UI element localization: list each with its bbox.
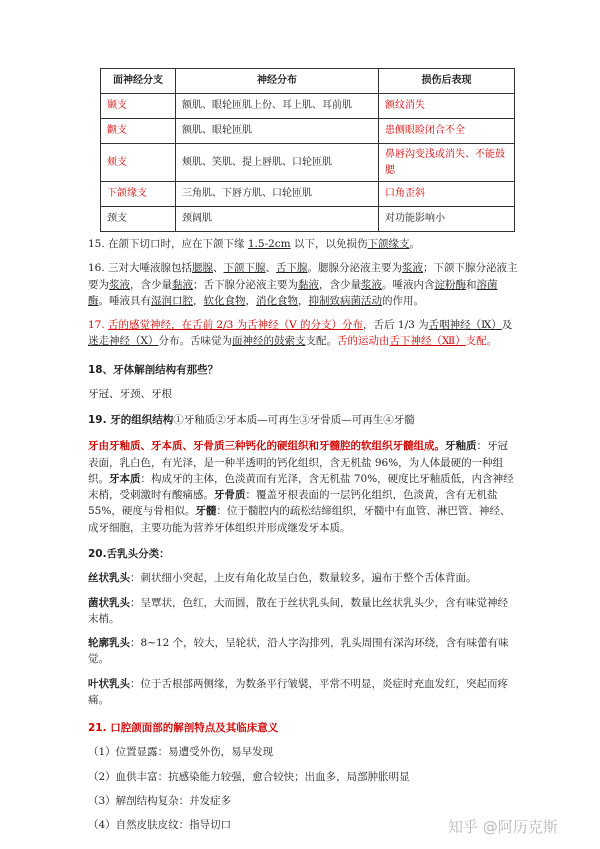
list-item: （4）自然皮肤皮纹：指导切口: [88, 819, 232, 832]
table-header-row: [101, 69, 515, 94]
q17-t3: 分布。舌味觉为: [158, 335, 232, 348]
q17-paragraph: [88, 317, 518, 350]
q16-serous2: 浆液: [109, 278, 130, 291]
q19-title-rest: ①牙釉质②牙本质—可再生③牙骨质—可再生④牙髓: [173, 414, 415, 427]
q16-t13: ，: [245, 294, 256, 307]
q16-t4: 。腮腺分泌液主要为: [307, 262, 403, 275]
q16-mucous1: 黏液: [172, 278, 193, 291]
table-cell-injury: 对功能影响小: [379, 207, 515, 232]
table-cell-injury: 额纹消失: [379, 94, 515, 119]
q21-title: 21. 口腔颌面部的解剖特点及其临床意义: [88, 722, 279, 735]
q17-motor: 舌的运动由: [336, 335, 390, 348]
q16-t2: 、: [213, 262, 224, 275]
q19-title-line: [88, 412, 518, 428]
q17-chorda: 面神经的鼓索支: [231, 335, 306, 348]
q16-parotid: 腮腺: [192, 262, 214, 275]
q20-title: 20.舌乳头分类：: [88, 547, 170, 560]
watermark: 知乎 @阿历克斯: [448, 818, 558, 836]
table-header-branch: 面神经分支: [101, 69, 176, 94]
list-item: （3）解剖结构复杂：并发症多: [88, 794, 232, 807]
q16-soften: 软化食物: [203, 294, 246, 307]
q16-submandibular: 下颌下腺: [223, 262, 266, 275]
papilla-label: 叶状乳头: [88, 677, 130, 690]
papilla-label: 丝状乳头: [88, 572, 130, 585]
q16-t15: 的作用。: [382, 294, 424, 307]
papilla-text: ：8~12 个，较大，呈轮状，沿人字沟排列，乳头周围有深沟环绕，含有味蕾有味觉。: [88, 637, 509, 666]
table-cell-distribution: 额肌、眼轮匝肌上份、耳上肌、耳前肌: [176, 94, 379, 119]
table-row: [101, 119, 515, 144]
q19-enamel: ：牙冠表面，乳白色，有光泽，是一种半透明的钙化组织，含无机盐 96%，为人体最硬的一种组织。: [88, 440, 508, 485]
document-page: [88, 68, 518, 833]
facial-nerve-table: [100, 68, 515, 232]
q16-lysozyme: 溶菌酶: [88, 278, 498, 307]
q16-t6: ，含少量: [130, 278, 172, 291]
q16-inhibit: 抑制致病菌活动: [308, 294, 382, 307]
q19-pulp: ：位于髓腔内的疏松结缔组织，牙髓中有血管、淋巴管、神经、成牙细胞，主要功能为营养牙体组织并形成继发牙本质。: [88, 505, 511, 534]
papilla-text: ：位于舌根部两侧缘，为数条平行皱襞，平常不明显，炎症时充血发红，突起而疼痛。: [88, 677, 508, 706]
table-cell-injury: 患侧眼睑闭合不全: [379, 119, 515, 144]
q16-digest: 消化食物: [256, 294, 298, 307]
q20-list: [88, 570, 518, 708]
table-cell-distribution: 颈阔肌: [176, 207, 379, 232]
list-item: [88, 635, 518, 668]
q15-branch: 下颌缘支: [367, 238, 410, 250]
table-cell-injury: 鼻唇沟变浅或消失、不能鼓腮: [379, 144, 515, 182]
q19-enamel-label: 牙釉质: [445, 440, 477, 453]
q16-serous3: 浆液: [361, 278, 382, 291]
q15-distance: 1.5-2cm: [247, 238, 291, 250]
q16-sublingual: 舌下腺: [276, 262, 308, 275]
table-cell-distribution: 颊肌、笑肌、提上唇肌、口轮匝肌: [176, 144, 379, 182]
q16-t9: 。唾液内含: [382, 278, 435, 291]
papilla-text: ：刺状细小突起，上皮有角化故呈白色，数量较多，遍布于整个舌体背面。: [130, 572, 477, 585]
q16-paragraph: [88, 260, 518, 309]
q19-title: 19. 牙的组织结构: [88, 414, 174, 427]
q17-hypoglossal: 舌下神经（Ⅻ）: [389, 335, 466, 348]
q19-dentin: ：构成牙的主体，色淡黄而有光泽，含无机盐 70%，硬度比牙釉质低，内含神经末梢，受刺激时有酸痛感。: [88, 472, 514, 502]
q16-t10: 和: [466, 278, 477, 291]
q16-t3: 、: [265, 262, 277, 275]
q16-t8: ，含少量: [319, 278, 361, 291]
q15-end: 。: [409, 238, 420, 250]
q17-glossopharyngeal: 舌咽神经（Ⅸ）: [428, 319, 502, 332]
q16-amylase: 淀粉酶: [434, 278, 466, 291]
table-cell-branch: 下颌缘支: [101, 182, 176, 207]
list-item: [88, 676, 518, 709]
table-cell-distribution: 三角肌、下唇方肌、口轮匝肌: [176, 182, 379, 207]
table-header-distribution: 神经分布: [176, 69, 379, 94]
table-cell-distribution: 额肌、眼轮匝肌: [176, 119, 379, 144]
q16-t1: 16. 三对大唾液腺包括: [88, 262, 193, 275]
list-item: [88, 570, 518, 586]
q17-t2: 及: [501, 319, 513, 332]
q17-t1: ，舌后 1/3 为: [363, 319, 429, 332]
list-item: [88, 595, 518, 628]
q17-num: 17.: [88, 319, 109, 332]
q18-body: 牙冠、牙颈、牙根: [88, 387, 172, 400]
q17-t4: 支配。: [305, 335, 337, 348]
table-cell-branch: 颈支: [101, 207, 176, 232]
papilla-label: 轮廓乳头: [88, 637, 130, 650]
table-row: [101, 207, 515, 232]
q18-title: 18、牙体解剖结构有那些？: [88, 363, 219, 376]
table-row: [101, 94, 515, 119]
q17-t5: 支配。: [465, 335, 498, 348]
q16-t14: ，: [298, 294, 309, 307]
q19-body: [88, 438, 518, 536]
q15-paragraph: [88, 236, 518, 252]
table-header-injury: 损伤后表现: [379, 69, 515, 94]
table-row: [101, 144, 515, 182]
q16-mucous2: 黏液: [298, 278, 319, 291]
q17-vagus: 迷走神经（X）: [88, 335, 159, 348]
table-cell-injury: 口角歪斜: [379, 182, 515, 207]
table-cell-branch: 颞支: [101, 94, 176, 119]
list-item: （1）位置显露：易遭受外伤，易早发现: [88, 746, 274, 759]
papilla-text: ：呈覃状，色红，大而圆，散在于丝状乳头间，数量比丝状乳头少，含有味觉神经末梢。: [88, 596, 508, 625]
table-cell-branch: 颊支: [101, 144, 176, 182]
q15-text: 15. 在颌下切口时，应在下颌下缘: [88, 238, 248, 250]
q19-intro: 牙由牙釉质、牙本质、牙骨质三种钙化的硬组织和牙髓腔的软组织牙髓组成。: [88, 440, 445, 453]
q16-t7: ；舌下腺分泌液主要为: [193, 278, 298, 291]
papilla-label: 菌状乳头: [88, 596, 130, 609]
q19-dentin-label: 牙本质: [109, 472, 141, 485]
list-item: （2）血供丰富：抗感染能力较强，愈合较快；出血多，局部肿胀明显: [88, 770, 410, 783]
q19-cementum-label: 牙骨质: [214, 489, 246, 502]
q16-moisten: 湿润口腔: [151, 294, 193, 307]
q16-t11: 。唾液具有: [98, 294, 151, 307]
q16-t12: ，: [193, 294, 204, 307]
q16-t5: ；下颌下腺分泌液主要为: [88, 262, 518, 291]
table-cell-branch: 颧支: [101, 119, 176, 144]
q15-text2: 以下，以免损伤: [290, 238, 368, 250]
q17-sensory: 舌的感觉神经，在舌前 2/3 为舌神经（V 的分支）分布: [108, 319, 364, 332]
q19-cementum: ：覆盖牙根表面的一层钙化组织，色淡黄，含有无机盐 55%，硬度与骨相似。: [88, 489, 498, 518]
q19-pulp-label: 牙髓: [195, 505, 217, 518]
table-row: [101, 182, 515, 207]
q16-serous1: 浆液: [402, 262, 424, 275]
